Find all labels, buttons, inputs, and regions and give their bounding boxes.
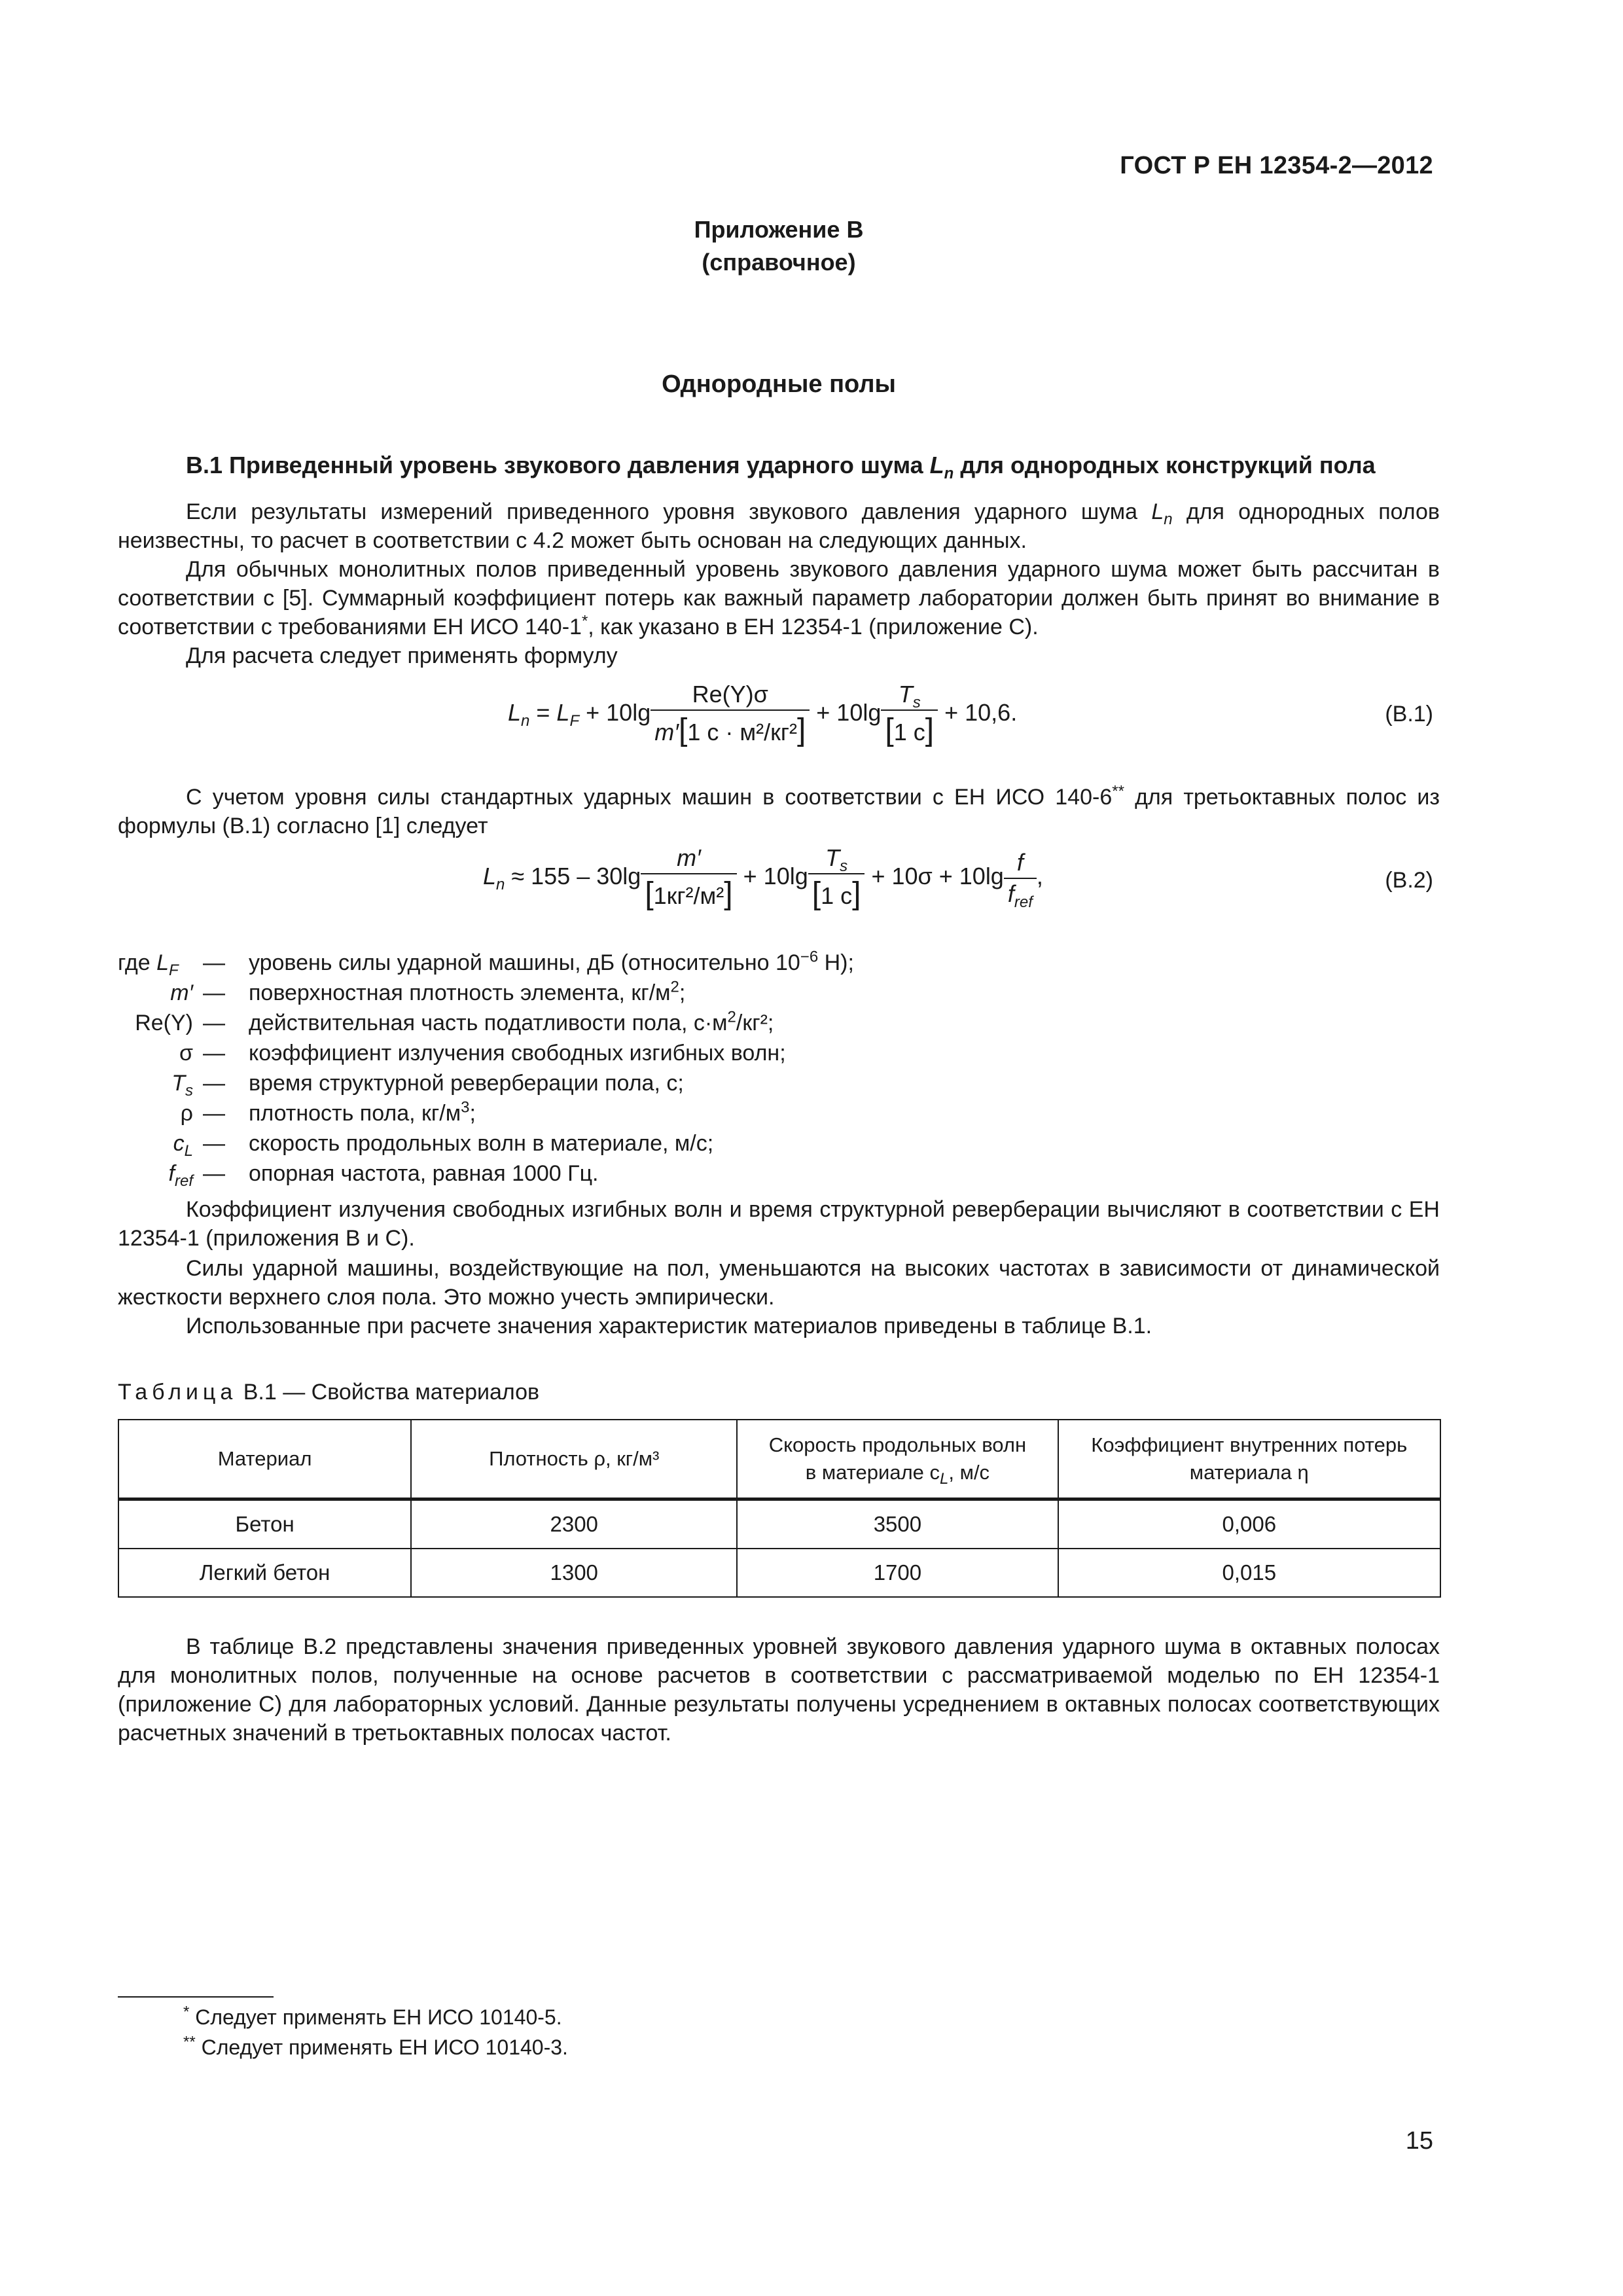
formula-b2 (483, 844, 1043, 912)
paragraph-8 (118, 1632, 1440, 1748)
definition-symbol-text: c (173, 1131, 185, 1156)
formula-b2-num1: m′ (677, 844, 701, 871)
definition-text-a: плотность пола, кг/м (249, 1101, 461, 1126)
definition-row (118, 1098, 1440, 1131)
formula-b1-num1: Re(Y)σ (692, 681, 768, 708)
cell-speed: 1700 (737, 1549, 1058, 1597)
formula-b1-den1-bracket: 1 с · м²/кг² (687, 719, 797, 745)
definition-symbol-sub: s (185, 1081, 193, 1100)
definition-sup: 3 (461, 1098, 470, 1117)
definition-row (118, 1071, 1440, 1101)
definition-symbol (135, 1011, 193, 1036)
definition-text: скорость продольных волн в материале, м/с; (249, 1131, 714, 1156)
definition-dash: — (203, 1071, 225, 1096)
paragraph-2-text-end: , как указано в ЕН 12354-1 (приложение С). (588, 615, 1039, 639)
paragraph-4-text-b: для третьоктавных полос из формулы (В.1) согласно [1] следует (118, 785, 1440, 838)
definition-text-a: поверхностная плотность элемента, кг/м (249, 980, 671, 1005)
paragraph-4 (118, 783, 1440, 840)
formula-b2-fraction-2: $\frac{T_s}{[1 с]}$ (808, 844, 865, 912)
paragraph-1-symbol: L (1151, 499, 1164, 524)
column-header-speed-unit: , м/с (948, 1461, 990, 1484)
formula-b1-lhs-sub: n (521, 712, 530, 730)
definition-dash: — (203, 1011, 225, 1035)
definition-symbol (171, 1071, 193, 1100)
definition-text (249, 950, 854, 976)
definitions-list (118, 950, 1440, 1191)
page-number: 15 (1405, 2127, 1433, 2155)
section-title-subscript: n (944, 465, 954, 483)
paragraph-4-text-a: С учетом уровня силы стандартных ударных машин в соответствии с ЕН ИСО 140-6 (186, 785, 1113, 810)
table-caption-label: Таблица (118, 1380, 238, 1405)
column-header-material: Материал (118, 1420, 411, 1499)
table-caption (118, 1380, 539, 1405)
definition-symbol-sub: ref (174, 1172, 193, 1190)
formula-b2-num3: f (1016, 848, 1024, 876)
definition-symbol (168, 1161, 193, 1190)
formula-b2-term1: + 10lg (736, 863, 808, 890)
formula-b2-den3-sub: ref (1014, 893, 1033, 911)
table-caption-text: В.1 — Свойства материалов (237, 1380, 540, 1405)
definition-symbol (181, 1101, 193, 1126)
formula-b1-term2: + 10lg (810, 699, 882, 726)
definition-symbol (170, 980, 193, 1006)
formula-b2-fraction-1: $\frac{m'}{\text{[1кг²/м²]}}$ (641, 844, 736, 912)
formula-b2-den2: 1 с (821, 882, 853, 909)
formula-b1-term1: + 10lg (579, 699, 651, 726)
formula-b2-term0: ≈ 155 – 30lg (505, 863, 641, 890)
formula-b2-fraction-3 (1004, 848, 1037, 911)
footnote-1-mark: * (183, 2003, 190, 2021)
annex-heading (118, 213, 1440, 279)
definition-sup: 2 (727, 1008, 736, 1026)
formula-b2-num2: T (825, 844, 840, 871)
cell-material: Легкий бетон (118, 1549, 411, 1597)
formula-b2-num2-sub: s (840, 857, 848, 876)
annex-title: Приложение В (694, 216, 864, 243)
formula-b1-num2-sub: s (912, 694, 921, 712)
cell-loss: 0,006 (1058, 1499, 1440, 1549)
footnote-1 (183, 2005, 562, 2030)
formula-b2-term2: + 10σ + 10lg (865, 863, 1004, 890)
definition-text (249, 1098, 476, 1126)
column-header-loss (1058, 1420, 1440, 1499)
materials-table (118, 1419, 1441, 1598)
formula-b1-den1-m: m′ (654, 719, 679, 745)
definition-text-b: ; (469, 1101, 476, 1126)
formula-b2-lhs-sub: n (496, 876, 505, 894)
paragraph-3 (118, 641, 1440, 670)
formula-b2-tail: , (1036, 863, 1043, 890)
definition-text (249, 1008, 774, 1036)
table-header-row (118, 1420, 1440, 1499)
definition-text: опорная частота, равная 1000 Гц. (249, 1161, 599, 1186)
formula-b1-den2: 1 с (893, 719, 925, 745)
paragraph-3-text: Для расчета следует применять формулу (186, 643, 618, 668)
footnote-2-mark: ** (183, 2033, 196, 2051)
formula-b1-fraction-2: $\frac{T_s}{[1 с]}$ (881, 681, 938, 748)
definition-symbol-text: L (156, 950, 169, 975)
cell-material: Бетон (118, 1499, 411, 1549)
formula-b1-lf-sub: F (569, 712, 580, 730)
column-header-speed-sub: L (940, 1470, 949, 1488)
paragraph-8-text: В таблице В.2 представлены значения приведенных уровней звукового давления ударного шума в октавных полосах для монолитных полов, полученные на основе расчетов в соответствии с рассматриваемой моделью по ЕН 12354-1 (приложение С) для лабораторных условий. Данные результаты получены усреднением в октавных полосах соответствующих расчетных значений в третьоктавных полосах частот. (118, 1634, 1440, 1746)
annex-kind: (справочное) (702, 249, 856, 276)
definition-dash: — (203, 950, 225, 975)
definition-symbol-text: T (171, 1071, 185, 1096)
paragraph-1-text-b: для однородных полов неизвестны, то расчет в соответствии с 4.2 может быть основан на следующих данных. (118, 499, 1440, 553)
definition-sup: 2 (670, 978, 679, 996)
definition-dash: — (203, 980, 225, 1005)
definition-dash: — (203, 1041, 225, 1066)
definition-text-a: действительная часть податливости пола, с·м (249, 1011, 728, 1035)
formula-b1-fraction-1: $\frac{Re(Y)\sigma}{\text{m′[1 с · м²/кг²]}}$ (651, 681, 810, 748)
definition-text-a: уровень силы ударной машины, дБ (относительно 10 (249, 950, 800, 975)
formula-b1 (508, 681, 1017, 748)
paragraph-2 (118, 555, 1440, 641)
paragraph-7-text: Использованные при расчете значения характеристик материалов приведены в таблице В.1. (186, 1314, 1152, 1338)
definition-dash: — (203, 1131, 225, 1156)
footnote-ref-1: * (581, 612, 588, 630)
definition-symbol-text: f (168, 1161, 175, 1186)
paragraph-5-text: Коэффициент излучения свободных изгибных волн и время структурной реверберации вычисляют в соответствии с ЕН 12354-1 (приложения В и С). (118, 1197, 1440, 1251)
paragraph-6-text: Силы ударной машины, воздействующие на пол, уменьшаются на высоких частотах в зависимости от динамической жесткости верхнего слоя пола. Это можно учесть эмпирически. (118, 1256, 1440, 1310)
document-id: ГОСТ Р ЕН 12354-2—2012 (1120, 152, 1433, 179)
cell-density: 1300 (411, 1549, 737, 1597)
column-header-loss-line1: Коэффициент внутренних потерь (1091, 1433, 1408, 1456)
table-row (118, 1549, 1440, 1597)
definition-text-b: Н); (818, 950, 854, 975)
definition-symbol (118, 950, 179, 979)
formula-b1-lf: L (556, 699, 570, 726)
definition-row (118, 1041, 1440, 1071)
column-header-speed-line1: Скорость продольных волн (768, 1433, 1027, 1456)
definition-symbol (173, 1131, 193, 1160)
definitions-where: где (118, 950, 157, 975)
definition-symbol (179, 1041, 193, 1066)
definition-symbol-text: σ (179, 1041, 193, 1066)
footnote-2 (183, 2033, 568, 2060)
paragraph-6 (118, 1254, 1440, 1312)
paragraph-5 (118, 1195, 1440, 1253)
page-title: Однородные полы (662, 370, 896, 398)
formula-b1-num2: T (898, 681, 913, 708)
definition-symbol-sub: F (169, 961, 179, 979)
paragraph-1-subscript: n (1164, 510, 1173, 528)
definition-row (118, 980, 1440, 1011)
formula-b1-lhs: L (508, 699, 522, 726)
footnote-2-text: Следует применять ЕН ИСО 10140-3. (195, 2036, 568, 2059)
cell-loss: 0,015 (1058, 1549, 1440, 1597)
formula-b2-den1: 1кг²/м² (653, 882, 724, 909)
column-header-speed (737, 1420, 1058, 1499)
formula-b2-den3: f (1007, 880, 1014, 907)
definition-text: коэффициент излучения свободных изгибных волн; (249, 1041, 786, 1066)
definition-sup: −6 (800, 948, 819, 966)
paragraph-7 (118, 1312, 1440, 1340)
definition-dash: — (203, 1101, 225, 1126)
paragraph-1-text-a: Если результаты измерений приведенного уровня звукового давления ударного шума (186, 499, 1152, 524)
column-header-speed-line2: в материале c (805, 1461, 940, 1484)
definition-text-b: ; (679, 980, 686, 1005)
section-title-pre: В.1 Приведенный уровень звукового давления ударного шума (186, 452, 930, 478)
definition-row (118, 1131, 1440, 1161)
column-header-density: Плотность ρ, кг/м³ (411, 1420, 737, 1499)
formula-b2-number: (В.2) (1385, 868, 1433, 893)
paragraph-2-text: Для обычных монолитных полов приведенный уровень звукового давления ударного шума может быть рассчитан в соответствии с [5]. Суммарный коэффициент потерь как важный параметр лаборатории должен быть принят во внимание в соответствии с требованиями ЕН ИСО 140-1 (118, 557, 1440, 639)
formula-b1-tail: + 10,6. (938, 699, 1018, 726)
formula-b1-number: (В.1) (1385, 702, 1433, 726)
section-title-symbol: L (929, 452, 944, 478)
table-row (118, 1499, 1440, 1549)
definition-text: время структурной реверберации пола, с; (249, 1071, 684, 1096)
definition-row (118, 1161, 1440, 1191)
column-header-loss-line2: материала η (1189, 1461, 1309, 1484)
definition-symbol-text: ρ (180, 1101, 193, 1126)
footnote-ref-2: ** (1112, 782, 1124, 800)
definition-symbol-sub: L (184, 1141, 193, 1160)
cell-density: 2300 (411, 1499, 737, 1549)
definition-text-b: /кг²; (736, 1011, 774, 1035)
definition-symbol-text: m′ (170, 980, 193, 1005)
section-heading (186, 452, 1376, 483)
definition-symbol-text: Re(Y) (135, 1011, 193, 1035)
definition-row (118, 1008, 1440, 1041)
formula-b2-lhs: L (483, 863, 497, 890)
cell-speed: 3500 (737, 1499, 1058, 1549)
section-title-post: для однородных конструкций пола (954, 452, 1376, 478)
footnote-1-text: Следует применять ЕН ИСО 10140-5. (189, 2005, 562, 2029)
formula-b1-eq: = (529, 699, 557, 726)
definition-dash: — (203, 1161, 225, 1186)
definition-text (249, 980, 685, 1006)
paragraph-1 (118, 497, 1440, 555)
footnote-separator (118, 1996, 274, 1998)
definition-row (118, 950, 1440, 980)
